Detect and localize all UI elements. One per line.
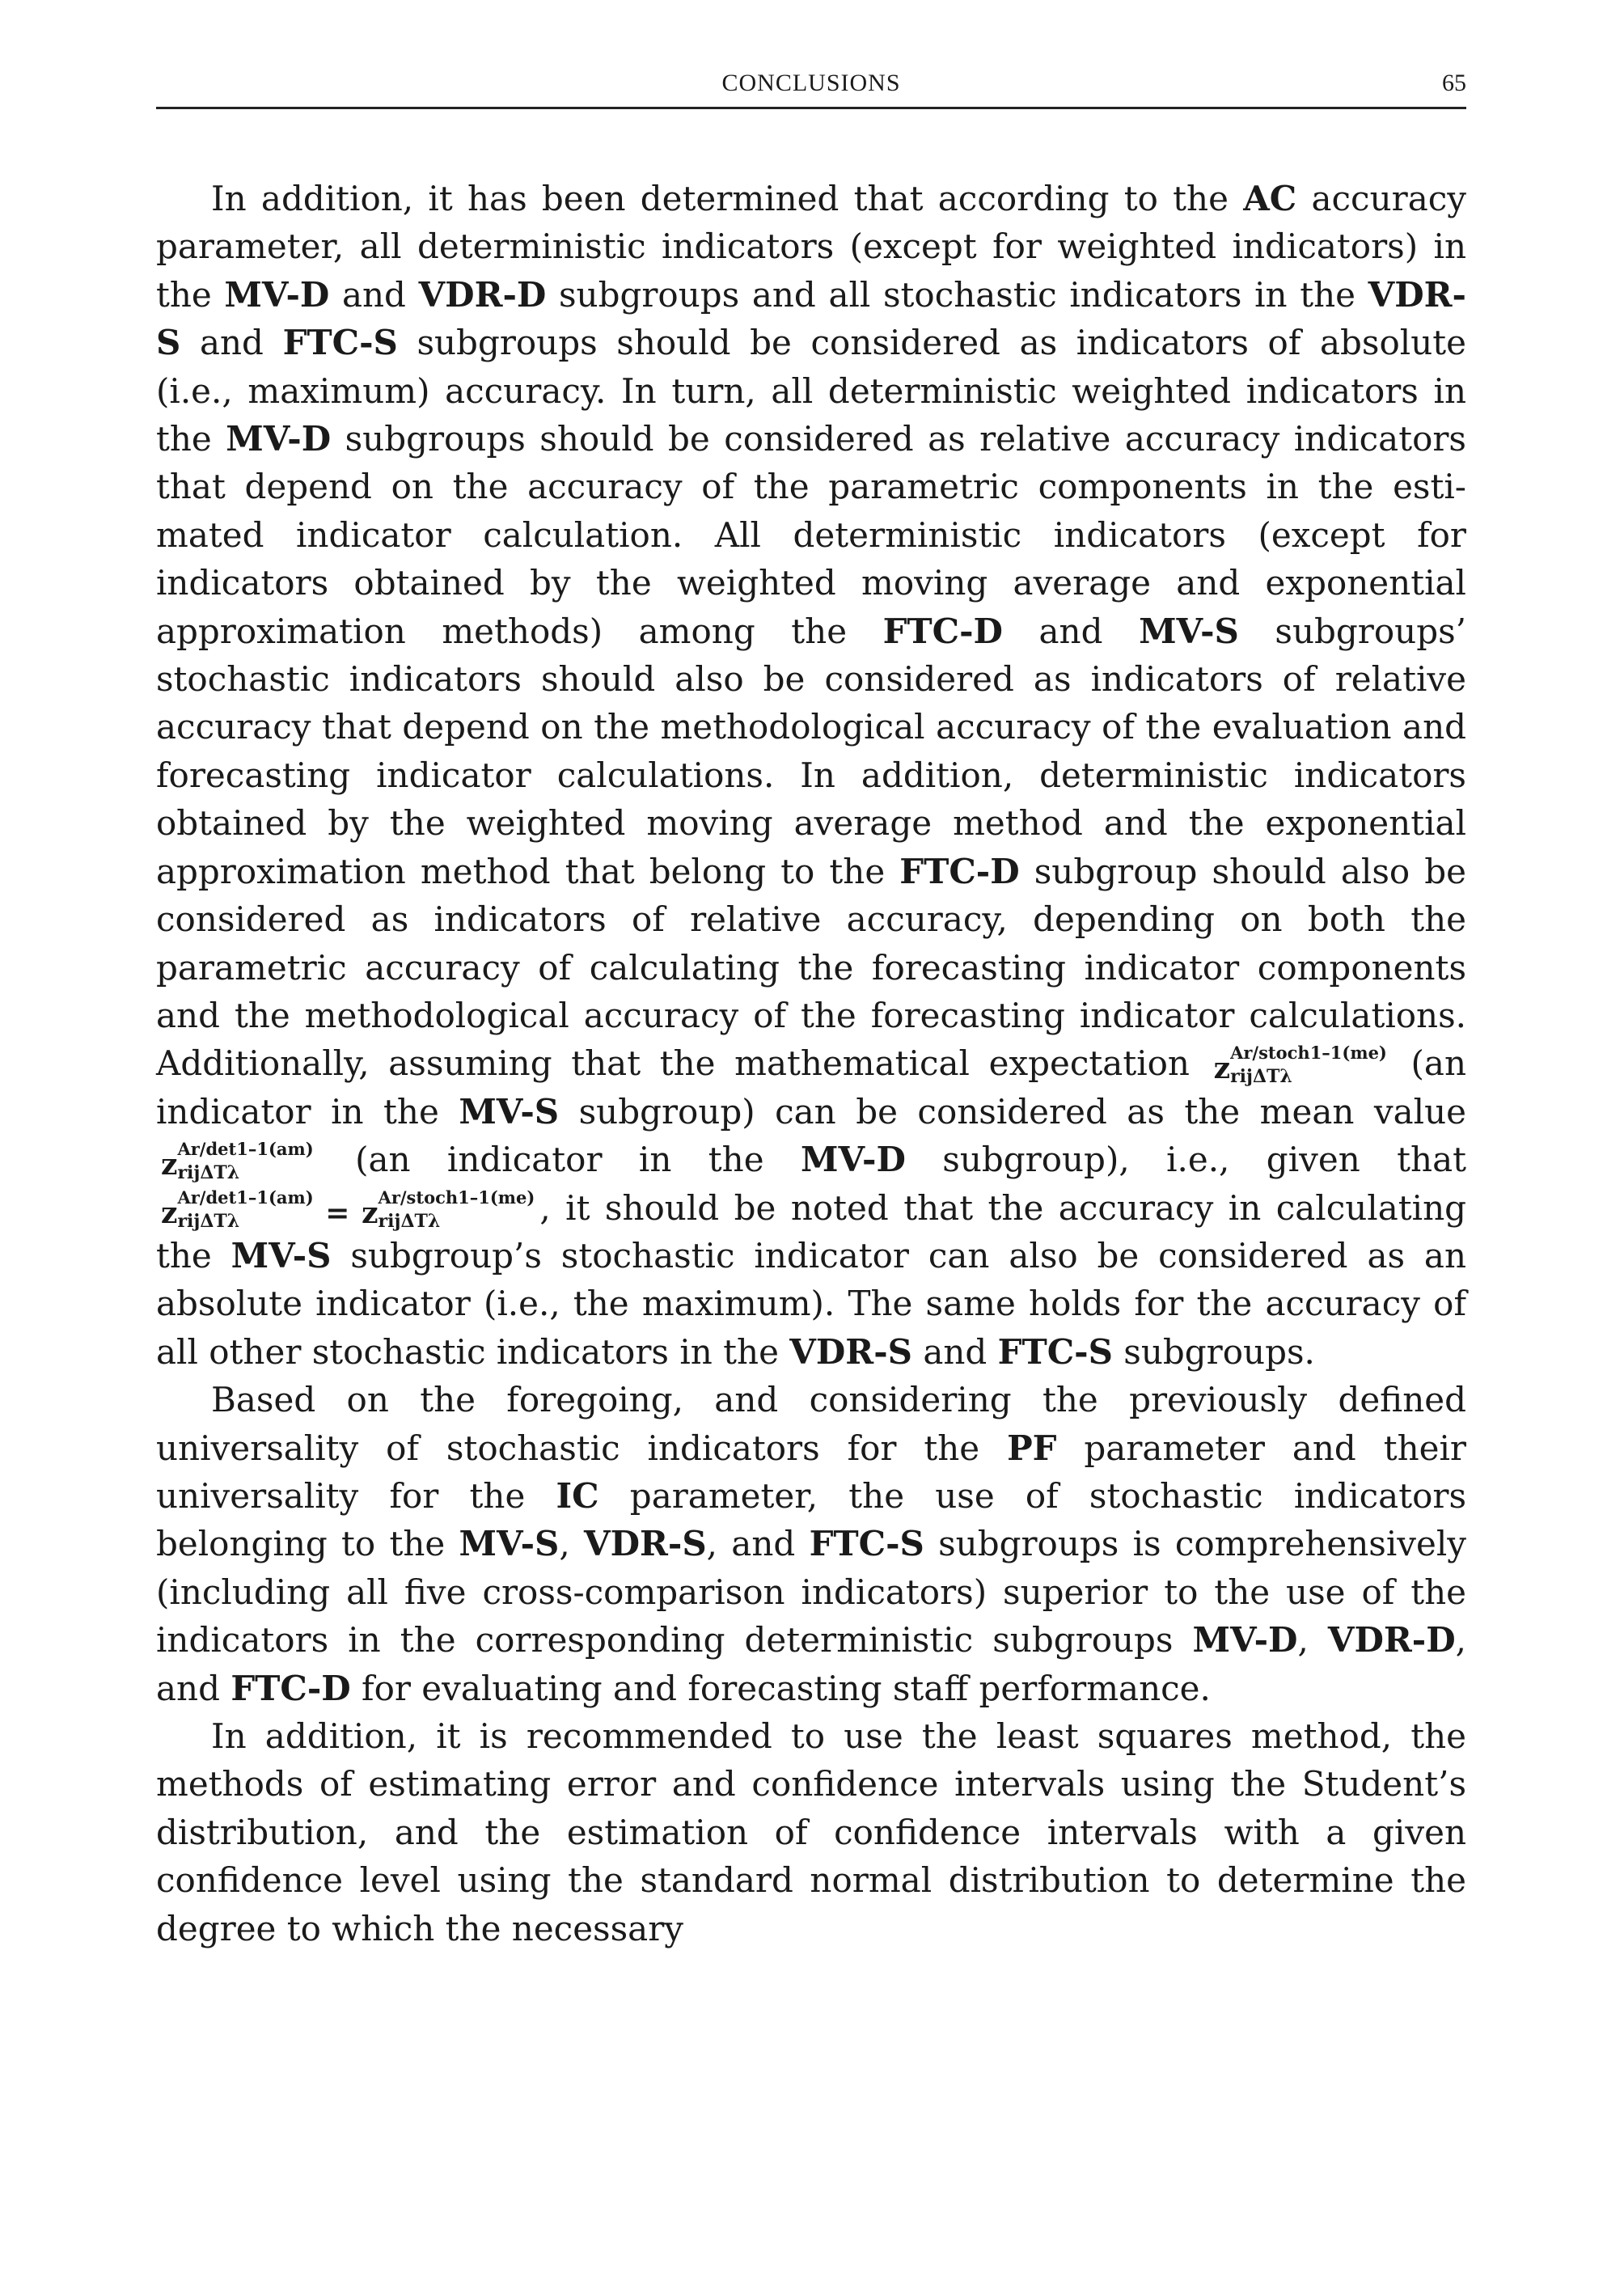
text-run: subgroups should be considered as indicators of absolute (i.e., maximum) accuracy. In turn, all deterministic weighted indicators in the bbox=[156, 323, 1466, 459]
formula-equality bbox=[161, 1187, 535, 1232]
text-run: (an indicator in the bbox=[355, 1140, 801, 1180]
bold-term: PF bbox=[1007, 1428, 1057, 1468]
text-run: Based on the foregoing, and considering the previously defined universality of stochastic indicators for the bbox=[156, 1380, 1466, 1468]
formula-base: z bbox=[161, 1195, 178, 1230]
bold-term: MV-D bbox=[224, 274, 330, 315]
text-run: subgroup’s stochastic indicator can also be considered as an absolute indicator (i.e., the maximum). The same holds for the accuracy of all other stochastic indicators in the bbox=[156, 1235, 1467, 1372]
formula-subscript: rijΔTλ bbox=[378, 1210, 441, 1232]
bold-term: MV-S bbox=[459, 1524, 560, 1564]
text-run: (an indicator in the bbox=[156, 1043, 1466, 1132]
bold-term: VDR-S bbox=[583, 1524, 707, 1564]
formula-subscript: rijΔTλ bbox=[177, 1210, 240, 1232]
text-run: for evaluating and forecasting staff performance. bbox=[350, 1668, 1211, 1708]
bold-term: VDR-S bbox=[156, 274, 1466, 363]
text-run: and bbox=[180, 323, 283, 363]
paragraph-3 bbox=[156, 1712, 1466, 1952]
text-run: accuracy parameter, all deterministic indicators (except for weighted indicators) in the bbox=[156, 179, 1466, 315]
bold-term: VDR-S bbox=[789, 1331, 912, 1372]
formula-base: z bbox=[362, 1195, 379, 1230]
formula-subscript: rijΔTλ bbox=[177, 1162, 240, 1184]
paragraph-2 bbox=[156, 1376, 1466, 1712]
text-run: , bbox=[1297, 1620, 1328, 1661]
formula-subscript: rijΔTλ bbox=[1230, 1066, 1292, 1088]
text-run: and bbox=[329, 274, 419, 315]
formula-z-det-am bbox=[161, 1139, 314, 1184]
bold-term: IC bbox=[556, 1475, 599, 1516]
chapter-title: CONCLUSIONS bbox=[721, 70, 901, 96]
bold-term: FTC-S bbox=[997, 1331, 1113, 1372]
text-run: parameter and their universality for the bbox=[156, 1428, 1466, 1516]
bold-term: MV-S bbox=[459, 1091, 560, 1132]
bold-term: AC bbox=[1243, 179, 1297, 218]
text-run: subgroups is comprehensively (including all five cross-comparison indicators) superior to the use of the indicators in the corresponding deterministic subgroups bbox=[156, 1524, 1467, 1661]
formula-base: z bbox=[1213, 1051, 1231, 1086]
running-header bbox=[156, 66, 1466, 109]
text-run: parameter, the use of stochastic indicators belonging to the bbox=[156, 1475, 1466, 1564]
text-run: subgroups’ stochastic indicators should also be considered as indicators of relative accuracy that depend on the methodological accuracy of the evaluation and forecasting indicator calculations. In addition, deterministic indicators obtained by the weighted moving average method and the exponential approximation method that belong to the bbox=[156, 611, 1466, 891]
bold-term: MV-S bbox=[230, 1235, 332, 1276]
bold-term: MV-D bbox=[1192, 1620, 1298, 1661]
bold-term: FTC-D bbox=[230, 1668, 351, 1708]
formula-base: z bbox=[161, 1148, 178, 1182]
text-run: subgroup should also be considered as indicators of relative accuracy, depending on both the parametric accuracy of calculating the forecasting indicator components and the methodological accuracy of the forecasting indicator calculations. Additionally, assuming that the mathematical expectation bbox=[156, 851, 1466, 1084]
formula-superscript: Ar/stoch1–1(me) bbox=[1230, 1043, 1387, 1064]
text-run: subgroups. bbox=[1112, 1331, 1315, 1372]
bold-term: FTC-S bbox=[809, 1524, 924, 1564]
bold-term: FTC-D bbox=[899, 851, 1020, 891]
formula-superscript: Ar/det1–1(am) bbox=[177, 1139, 314, 1160]
bold-term: VDR-D bbox=[418, 274, 547, 315]
text-run: , it should be noted that the accuracy in calculating the bbox=[156, 1187, 1466, 1276]
bold-term: MV-D bbox=[226, 419, 332, 459]
text-run: In addition, it is recommended to use the least squares method, the methods of estimating error and confidence intervals using the Student’s distribution, and the estimation of confidence intervals with a given confidence level using the standard normal distribution to determine the degree to which the necessary bbox=[156, 1716, 1466, 1948]
bold-term: MV-S bbox=[1139, 611, 1239, 651]
equals-sign: = bbox=[325, 1195, 350, 1230]
formula-z-stoch-me bbox=[1213, 1043, 1387, 1088]
text-run: , and bbox=[706, 1524, 810, 1564]
bold-term: FTC-S bbox=[282, 323, 398, 363]
bold-term: VDR-D bbox=[1327, 1620, 1456, 1661]
text-run: subgroup), i.e., given that bbox=[905, 1140, 1466, 1180]
bold-term: MV-D bbox=[800, 1140, 906, 1180]
text-run: In addition, it has been determined that according to the bbox=[211, 179, 1244, 218]
paragraph-1 bbox=[156, 175, 1466, 1376]
body-text bbox=[156, 175, 1466, 1952]
text-run: subgroups and all stochastic indicators in the bbox=[546, 274, 1368, 315]
formula-superscript: Ar/det1–1(am) bbox=[177, 1187, 314, 1208]
text-run: subgroups should be considered as relative accuracy indicators that depend on the accuracy of the parametric components in the estimated indicator calculation. All deterministic indicators (except for indicators obtained by the weighted moving average and exponential approximation methods) among the bbox=[156, 419, 1466, 651]
formula-superscript: Ar/stoch1–1(me) bbox=[378, 1187, 535, 1208]
text-run: , and bbox=[156, 1620, 1466, 1708]
text-run: and bbox=[911, 1331, 998, 1372]
text-run: , bbox=[559, 1524, 584, 1564]
page-number: 65 bbox=[1442, 70, 1466, 96]
bold-term: FTC-D bbox=[882, 611, 1003, 651]
text-run: and bbox=[1002, 611, 1140, 651]
text-run: subgroup) can be considered as the mean value bbox=[559, 1091, 1466, 1132]
